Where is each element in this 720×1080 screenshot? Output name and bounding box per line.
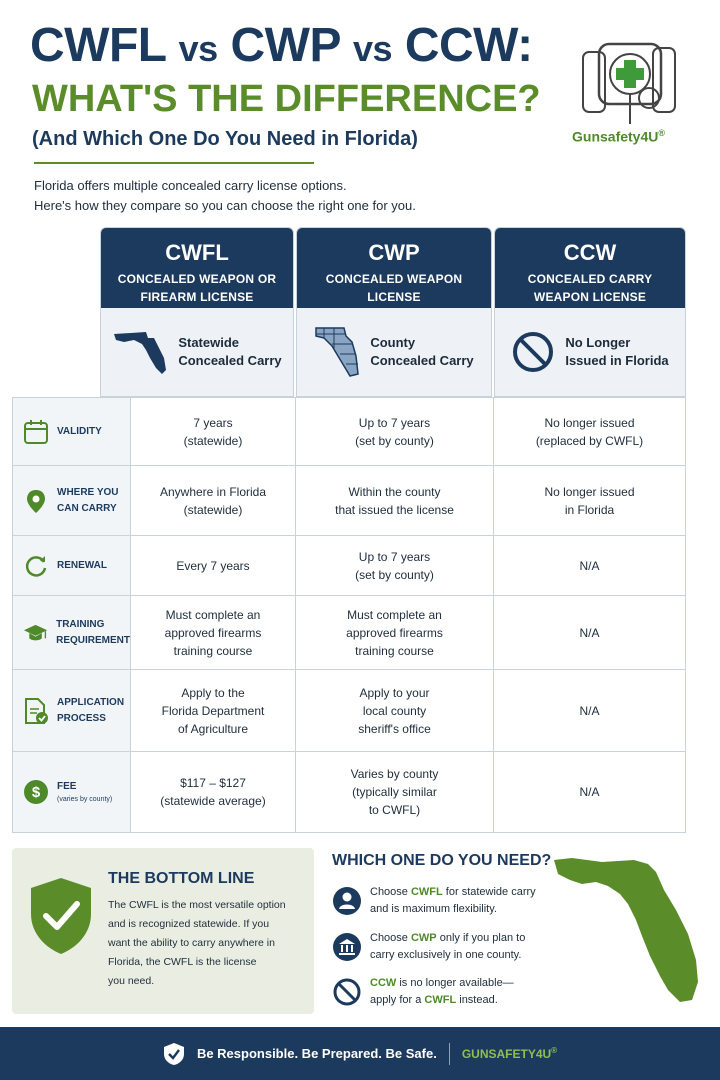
cwp-cell: Up to 7 years (set by county): [295, 536, 493, 595]
table-row: [13, 670, 685, 752]
florida-state-icon: [112, 328, 168, 376]
column-code: CWFL: [165, 240, 229, 265]
row-label: APPLICATION PROCESS: [13, 670, 130, 751]
dollar-icon: [23, 779, 49, 805]
title-ccw: CCW:: [404, 19, 533, 72]
column-scope: No Longer Issued in Florida: [565, 335, 669, 368]
svg-text:$: $: [31, 784, 41, 801]
column-header-cwp: [296, 227, 492, 397]
renew-icon: [23, 553, 49, 579]
graduation-cap-icon: [23, 620, 48, 646]
recommendation-item: CCW is no longer available— apply for a CWFL instead.: [332, 975, 562, 1009]
which-title: WHICH ONE DO YOU NEED?: [332, 852, 552, 869]
row-label: TRAINING REQUIREMENT: [13, 596, 130, 669]
cwfl-cell: Every 7 years: [130, 536, 295, 595]
column-fullname: CONCEALED WEAPON OR FIREARM LICENSE: [117, 272, 277, 304]
bottom-line-title: THE BOTTOM LINE: [108, 870, 255, 887]
cwfl-cell: Anywhere in Florida (statewide): [130, 466, 295, 535]
column-code: CWP: [368, 240, 420, 265]
tagline: (And Which One Do You Need in Florida): [32, 128, 418, 150]
footer-brand: GUNSAFETY4U®: [461, 1046, 558, 1061]
county-map-icon: [314, 326, 360, 378]
column-code: CCW: [563, 240, 617, 265]
column-fullname: CONCEALED WEAPON LICENSE: [325, 272, 463, 304]
table-row: [13, 536, 685, 596]
title-rule: [34, 162, 314, 164]
subtitle: WHAT'S THE DIFFERENCE?: [32, 78, 541, 120]
row-label: VALIDITY: [13, 398, 130, 465]
cwp-cell: Up to 7 years (set by county): [295, 398, 493, 465]
row-label: RENEWAL: [13, 536, 130, 595]
document-check-icon: [23, 697, 49, 725]
cwfl-cell: Apply to the Florida Department of Agriculture: [130, 670, 295, 751]
ccw-cell: N/A: [493, 596, 685, 669]
title-cwfl: CWFL: [30, 19, 166, 72]
cwfl-cell: Must complete an approved firearms training course: [130, 596, 295, 669]
cwp-cell: Apply to your local county sheriff's office: [295, 670, 493, 751]
bottom-line-text: The CWFL is the most versatile option and is recognized statewide. If you want the ability to carry anywhere in Florida, the CWFL is the license you need.: [108, 899, 286, 987]
cwfl-cell: 7 years (statewide): [130, 398, 295, 465]
ccw-cell: N/A: [493, 536, 685, 595]
title-cwp: CWP: [230, 19, 341, 72]
table-row: [13, 466, 685, 536]
footer-motto: Be Responsible. Be Prepared. Be Safe.: [196, 1046, 437, 1061]
shield-check-icon: [28, 876, 94, 956]
title-vs-2: vs: [352, 28, 392, 69]
row-label: $ FEE (varies by county): [13, 752, 130, 832]
gunsafety-logo-icon: [575, 38, 685, 128]
table-row: [13, 596, 685, 670]
row-label: WHERE YOU CAN CARRY: [13, 466, 130, 535]
ccw-cell: N/A: [493, 670, 685, 751]
intro-text: Florida offers multiple concealed carry license options. Here's how they compare so you can choose the right one for you.: [34, 178, 416, 213]
column-fullname: CONCEALED CARRY WEAPON LICENSE: [527, 272, 653, 304]
person-icon: [332, 886, 362, 916]
courthouse-icon: [332, 932, 362, 962]
header: [0, 0, 720, 170]
table-row: [13, 398, 685, 466]
prohibited-icon: [332, 977, 362, 1007]
recommendation-item: Choose CWP only if you plan to carry exclusively in one county.: [332, 930, 562, 964]
comparison-table: [12, 397, 686, 833]
bottom-line-panel: [12, 848, 314, 1014]
column-header-cwfl: [100, 227, 294, 397]
florida-map-icon: [552, 852, 702, 1007]
ccw-cell: No longer issued (replaced by CWFL): [493, 398, 685, 465]
column-header-ccw: [494, 227, 686, 397]
ccw-cell: N/A: [493, 752, 685, 832]
footer: [0, 1027, 720, 1080]
title-vs-1: vs: [178, 28, 218, 69]
cwp-cell: Must complete an approved firearms training course: [295, 596, 493, 669]
recommendation-item: Choose CWFL for statewide carry and is maximum flexibility.: [332, 884, 562, 918]
table-row: [13, 752, 685, 832]
footer-divider: [449, 1043, 450, 1065]
calendar-icon: [23, 419, 49, 445]
shield-check-icon: [163, 1042, 185, 1066]
column-scope: County Concealed Carry: [370, 335, 474, 368]
ccw-cell: No longer issued in Florida: [493, 466, 685, 535]
brand-name: Gunsafety4U®: [572, 128, 665, 145]
prohibited-icon: [511, 330, 555, 374]
cwfl-cell: $117 – $127 (statewide average): [130, 752, 295, 832]
column-scope: Statewide Concealed Carry: [178, 335, 282, 368]
cwp-cell: Within the county that issued the license: [295, 466, 493, 535]
location-pin-icon: [23, 488, 49, 514]
cwp-cell: Varies by county (typically similar to CWFL): [295, 752, 493, 832]
main-title: [30, 18, 533, 73]
